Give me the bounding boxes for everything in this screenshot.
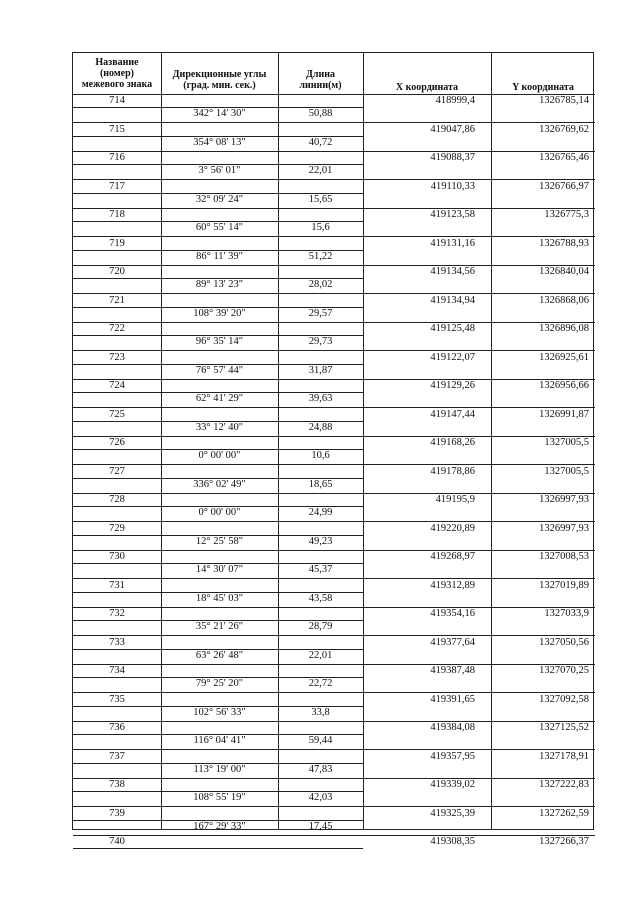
line-length-cell: 17,45: [308, 820, 333, 832]
y-coordinate-cell: 1327050,56: [539, 636, 589, 648]
line-length-cell: 59,44: [308, 735, 333, 746]
header-direction-angle: [161, 69, 278, 91]
point-name-cell: 733: [109, 636, 125, 648]
x-coordinate-cell: 419131,16: [430, 237, 475, 249]
x-coordinate-cell: 419325,39: [430, 807, 475, 819]
x-coordinate-cell: 419168,26: [430, 437, 475, 448]
y-coordinate-cell: 1326868,06: [539, 294, 589, 306]
direction-angle-cell: 354° 08' 13": [193, 136, 246, 148]
y-coordinate-cell: 1326997,93: [539, 494, 589, 505]
direction-angle-cell: 336° 02' 49": [193, 478, 246, 490]
direction-angle-cell: 167° 29' 33": [193, 820, 246, 832]
y-coordinate-cell: 1326788,93: [539, 237, 589, 249]
point-name-cell: 736: [109, 722, 125, 733]
header-line-length-line2: линии(м): [299, 80, 342, 91]
line-length-cell: 50,88: [308, 108, 333, 119]
direction-angle-cell: 89° 13' 23": [195, 279, 244, 290]
line-length-cell: 51,22: [308, 250, 333, 262]
header-point-name: [73, 57, 161, 90]
direction-angle-cell: 35° 21' 26": [195, 621, 244, 632]
direction-angle-cell: 33° 12' 40": [195, 421, 244, 433]
y-coordinate-cell: 1327008,53: [539, 551, 589, 562]
direction-angle-cell: 0° 00' 00": [198, 507, 241, 518]
direction-angle-cell: 62° 41' 29": [195, 393, 244, 404]
line-length-cell: 42,03: [308, 792, 333, 803]
point-name-cell: 726: [109, 437, 125, 448]
direction-angle-cell: 0° 00' 00": [198, 450, 241, 461]
y-coordinate-cell: 1326997,93: [539, 522, 589, 534]
y-coordinate-cell: 1326991,87: [539, 408, 589, 420]
point-name-cell: 721: [109, 294, 125, 306]
direction-angle-cell: 108° 55' 19": [193, 792, 246, 803]
x-coordinate-cell: 419354,16: [430, 608, 475, 619]
y-coordinate-cell: 1327178,91: [539, 750, 589, 762]
point-name-cell: 724: [109, 380, 125, 391]
x-coordinate-cell: 419387,48: [430, 665, 475, 676]
x-coordinate-cell: 419088,37: [430, 152, 475, 163]
x-coordinate-cell: 419047,86: [430, 123, 475, 135]
y-coordinate-cell: 1327005,5: [544, 465, 589, 477]
y-coordinate-cell: 1327019,89: [539, 579, 589, 591]
direction-angle-cell: 32° 09' 24": [195, 193, 244, 205]
point-name-cell: 738: [109, 779, 125, 790]
header-x-coordinate: X координата: [395, 82, 459, 93]
x-coordinate-cell: 419195,9: [435, 494, 475, 505]
header-point-name-line1: Название: [95, 57, 139, 68]
direction-angle-cell: 342° 14' 30": [193, 108, 246, 119]
line-length-cell: 33,8: [311, 706, 330, 718]
line-length-cell: 29,73: [308, 336, 333, 347]
point-name-cell: 734: [109, 665, 125, 676]
point-name-cell: 729: [109, 522, 125, 534]
point-name-cell: 718: [109, 209, 125, 220]
header-direction-angle-line1: Дирекционные углы: [172, 69, 267, 80]
header-line-length-line1: Длина: [305, 69, 335, 80]
direction-angle-cell: 76° 57' 44": [195, 364, 244, 376]
y-coordinate-cell: 1327092,58: [539, 693, 589, 705]
y-coordinate-cell: 1327262,59: [539, 807, 589, 819]
x-coordinate-cell: 419377,64: [430, 636, 475, 648]
direction-angle-cell: 108° 39' 20": [193, 307, 246, 319]
header-direction-angle-line2: (град. мин. сек.): [183, 80, 256, 91]
point-name-cell: 723: [109, 351, 125, 363]
direction-angle-cell: 86° 11' 39": [196, 250, 243, 262]
y-coordinate-cell: 1327033,9: [544, 608, 589, 619]
direction-angle-cell: 18° 45' 03": [195, 592, 244, 604]
y-coordinate-cell: 1327266,37: [539, 836, 589, 847]
boundary-coordinates-table: [72, 52, 594, 847]
x-coordinate-cell: 419178,86: [430, 465, 475, 477]
line-length-cell: 43,58: [308, 592, 333, 604]
y-coordinate-cell: 1326896,08: [539, 323, 589, 334]
y-coordinate-cell: 1326765,46: [539, 152, 589, 163]
direction-angle-cell: 3° 56' 01": [198, 165, 241, 176]
header-line-length: [278, 69, 363, 91]
x-coordinate-cell: 419339,02: [430, 779, 475, 790]
x-coordinate-cell: 419129,26: [430, 380, 475, 391]
line-length-cell: 22,01: [308, 649, 333, 661]
point-name-cell: 719: [109, 237, 125, 249]
x-coordinate-cell: 418999,4: [435, 95, 475, 106]
x-coordinate-cell: 419125,48: [430, 323, 475, 334]
x-coordinate-cell: 419357,95: [430, 750, 475, 762]
line-length-cell: 10,6: [311, 450, 330, 461]
y-coordinate-cell: 1326840,04: [539, 266, 589, 277]
point-name-cell: 731: [109, 579, 125, 591]
point-name-cell: 728: [109, 494, 125, 505]
direction-angle-cell: 113° 19' 00": [193, 763, 246, 775]
line-length-cell: 22,72: [308, 678, 333, 689]
line-length-cell: 31,87: [308, 364, 333, 376]
x-coordinate-cell: 419110,33: [430, 180, 475, 192]
header-point-name-line3: межевого знака: [81, 79, 153, 90]
x-coordinate-cell: 419391,65: [430, 693, 475, 705]
point-name-cell: 714: [109, 95, 125, 106]
line-length-cell: 28,79: [308, 621, 333, 632]
line-length-cell: 29,57: [308, 307, 333, 319]
x-coordinate-cell: 419147,44: [430, 408, 475, 420]
direction-angle-cell: 14° 30' 07": [195, 564, 244, 575]
x-coordinate-cell: 419384,08: [430, 722, 475, 733]
point-name-cell: 732: [109, 608, 125, 619]
line-length-cell: 18,65: [308, 478, 333, 490]
direction-angle-cell: 63° 26' 48": [195, 649, 244, 661]
x-coordinate-cell: 419268,97: [430, 551, 475, 562]
row-divider: [73, 848, 363, 849]
y-coordinate-cell: 1326956,66: [539, 380, 589, 391]
line-length-cell: 40,72: [308, 136, 333, 148]
line-length-cell: 47,83: [308, 763, 333, 775]
point-name-cell: 722: [109, 323, 125, 334]
line-length-cell: 22,01: [308, 165, 333, 176]
point-name-cell: 725: [109, 408, 125, 420]
line-length-cell: 24,99: [308, 507, 333, 518]
line-length-cell: 28,02: [308, 279, 333, 290]
y-coordinate-cell: 1327222,83: [539, 779, 589, 790]
y-coordinate-cell: 1326785,14: [539, 95, 589, 106]
line-length-cell: 49,23: [308, 535, 333, 547]
x-coordinate-cell: 419312,89: [430, 579, 475, 591]
point-name-cell: 740: [109, 836, 125, 847]
point-name-cell: 717: [109, 180, 125, 192]
point-name-cell: 720: [109, 266, 125, 277]
point-name-cell: 727: [109, 465, 125, 477]
x-coordinate-cell: 419220,89: [430, 522, 475, 534]
y-coordinate-cell: 1327070,25: [539, 665, 589, 676]
direction-angle-cell: 96° 35' 14": [195, 336, 244, 347]
line-length-cell: 39,63: [308, 393, 333, 404]
direction-angle-cell: 12° 25' 58": [195, 535, 244, 547]
direction-angle-cell: 60° 55' 14": [195, 222, 244, 233]
y-coordinate-cell: 1326769,62: [539, 123, 589, 135]
line-length-cell: 15,65: [308, 193, 333, 205]
direction-angle-cell: 79° 25' 20": [195, 678, 244, 689]
x-coordinate-cell: 419122,07: [430, 351, 475, 363]
y-coordinate-cell: 1326925,61: [539, 351, 589, 363]
point-name-cell: 715: [109, 123, 125, 135]
direction-angle-cell: 102° 56' 33": [193, 706, 246, 718]
direction-angle-cell: 116° 04' 41": [193, 735, 246, 746]
point-name-cell: 735: [109, 693, 125, 705]
x-coordinate-cell: 419134,56: [430, 266, 475, 277]
point-name-cell: 737: [109, 750, 125, 762]
x-coordinate-cell: 419134,94: [430, 294, 475, 306]
y-coordinate-cell: 1327125,52: [539, 722, 589, 733]
point-name-cell: 716: [109, 152, 125, 163]
point-name-cell: 739: [109, 807, 125, 819]
header-point-name-line2: (номер): [99, 68, 135, 79]
point-name-cell: 730: [109, 551, 125, 562]
x-coordinate-cell: 419308,35: [430, 836, 475, 847]
line-length-cell: 45,37: [308, 564, 333, 575]
line-length-cell: 24,88: [308, 421, 333, 433]
header-y-coordinate: Y координата: [512, 82, 574, 93]
line-length-cell: 15,6: [311, 222, 330, 233]
y-coordinate-cell: 1327005,5: [544, 437, 589, 448]
y-coordinate-cell: 1326775,3: [544, 209, 589, 220]
y-coordinate-cell: 1326766,97: [539, 180, 589, 192]
x-coordinate-cell: 419123,58: [430, 209, 475, 220]
